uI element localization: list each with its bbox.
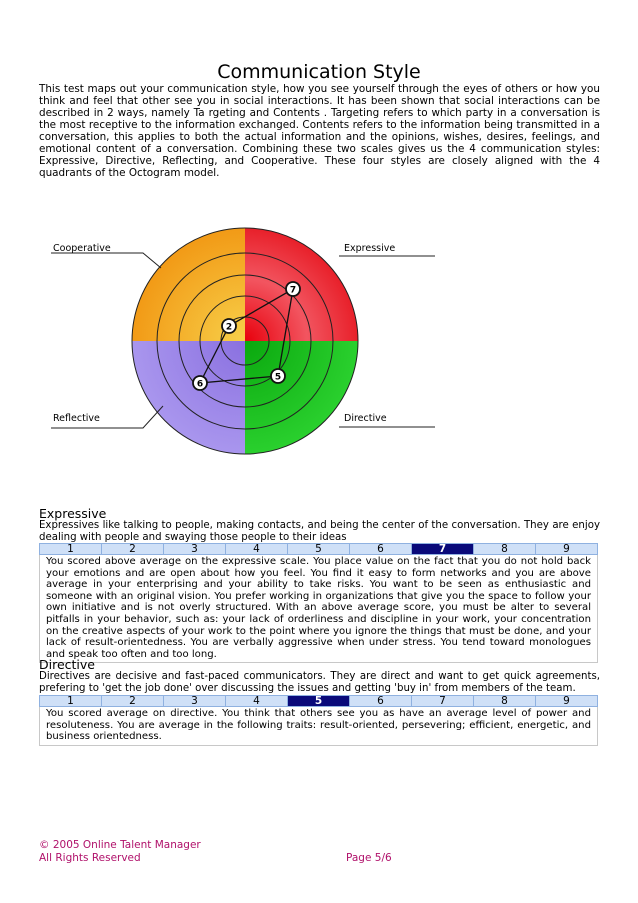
scale-cell: 5	[288, 544, 350, 554]
expressive-scale	[39, 543, 598, 555]
scale-cell: 1	[40, 696, 102, 706]
score-marker-reflective	[193, 376, 207, 390]
expressive-title: Expressive	[39, 506, 107, 521]
svg-text:6: 6	[196, 379, 204, 390]
octogram-diagram	[39, 196, 459, 491]
page-title: Communication Style	[217, 61, 421, 83]
scale-cell: 7	[412, 696, 474, 706]
footer-copyright: © 2005 Online Talent Manager	[39, 839, 201, 851]
scale-cell: 3	[164, 696, 226, 706]
communication-style-chart	[39, 196, 459, 491]
scale-cell: 5	[288, 696, 350, 706]
scale-cell: 1	[40, 544, 102, 554]
directive-scale	[39, 695, 598, 707]
scale-cell: 9	[563, 543, 570, 555]
scale-cell: 6	[350, 696, 412, 706]
svg-text:5: 5	[274, 372, 282, 383]
label-reflective: Reflective	[53, 413, 100, 424]
scale-cell: 3	[164, 544, 226, 554]
footer-rights: All Rights Reserved	[39, 852, 141, 864]
expressive-result: You scored above average on the expressive scale. You place value on the fact that you do not hold back your emotions and are open about how you feel. You find it easy to form networks and you are above average in your enterprising and your ability to take risks. You want to be seen as enthusiastic and someone with an original vision. You prefer working in organizations that give you the space to follow your own initiative and is not overly structured. With an above average score, you must be alter to several pitfalls in your behavior, such as: your lack of orderliness and discipline in your work, your concentration on the creative aspects of your work to the point where you ignore the things that must be done, and your lack of result-orientedness. You are verbally aggressive when under stress. You tend toward monologues and speak too often and too long.	[39, 555, 598, 663]
intro-paragraph: This test maps out your communication style, how you see yourself through the eyes of others or how you think and feel that other see you in social interactions. It has been shown that social interactions can be described in 2 ways, namely Ta rgeting and Contents . Targeting refers to which party in a conversation is the most receptive to the information exchanged. Contents refers to the information being transmitted in a conversation, this applies to both the actual information and the opinions, wishes, desires, feelings, and emotional content of a conversation. Combining these two scales gives us the 4 communication styles: Expressive, Directive, Reflecting, and Cooperative. These four styles are closely aligned with the 4 quadrants of the Octogram model.	[39, 83, 600, 179]
footer-page-number: Page 5/6	[346, 852, 392, 864]
scale-cell: 2	[102, 544, 164, 554]
scale-cell: 6	[350, 544, 412, 554]
label-expressive: Expressive	[344, 243, 396, 254]
svg-text:2: 2	[225, 322, 233, 333]
scale-cell: 9	[563, 695, 570, 707]
scale-cell: 8	[474, 544, 536, 554]
directive-description: Directives are decisive and fast-paced communicators. They are direct and want to get quick agreements, prefering to 'get the job done' over discussing the issues and getting 'buy in' from members of the team.	[39, 671, 600, 694]
scale-cell: 4	[226, 696, 288, 706]
score-marker-directive	[271, 369, 285, 383]
scale-cell: 4	[226, 544, 288, 554]
scale-cell: 8	[474, 696, 536, 706]
expressive-description: Expressives like talking to people, making contacts, and being the center of the conversation. They are enjoy dealing with people and swaying those people to their ideas	[39, 520, 600, 543]
svg-text:7: 7	[289, 285, 297, 296]
directive-title: Directive	[39, 657, 95, 672]
label-directive: Directive	[344, 413, 387, 424]
label-cooperative: Cooperative	[53, 243, 111, 254]
directive-result: You scored average on directive. You think that others see you as have an average level of power and resoluteness. You are average in the following traits: result-oriented, persevering; efficient, energetic, and business orientedness.	[39, 707, 598, 746]
score-marker-expressive	[286, 282, 300, 296]
scale-cell: 2	[102, 696, 164, 706]
score-marker-cooperative	[222, 319, 236, 333]
scale-cell: 7	[412, 544, 474, 554]
